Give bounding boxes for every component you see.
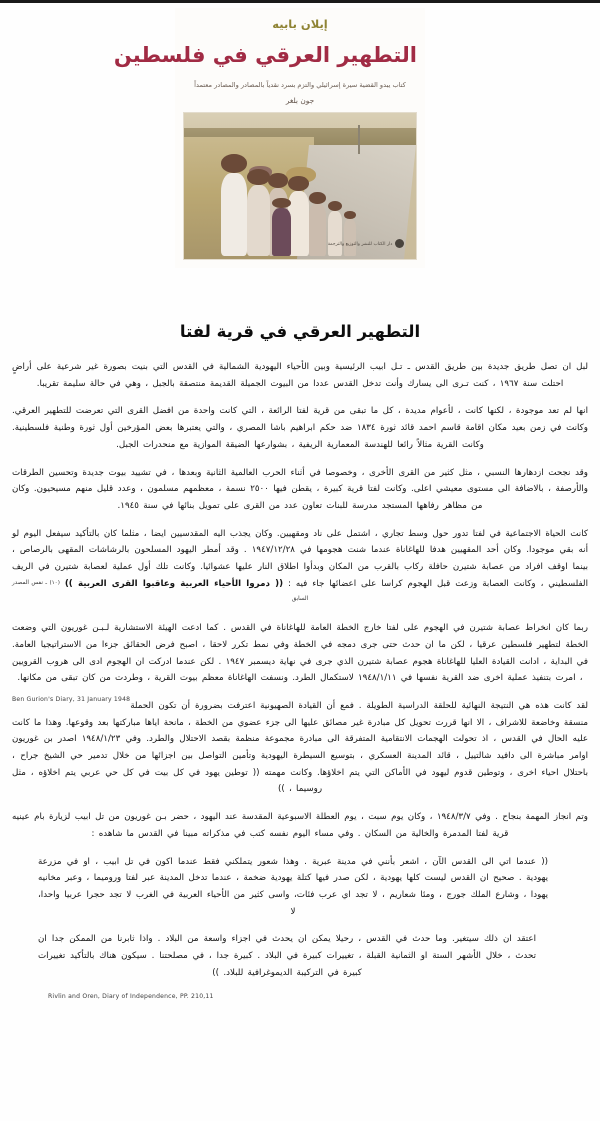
source-citation: Rivlin and Oren, Diary of Independence, PP. 210,11 — [48, 992, 214, 1000]
photo-refugee-figure — [247, 169, 270, 257]
photo-publisher-logo — [328, 239, 405, 249]
book-cover-figure — [0, 8, 600, 268]
footnote-annotation: (١٠) ـ نفس المصدر السابق — [12, 579, 309, 603]
book-cover — [113, 8, 425, 268]
publisher-mark-icon — [395, 239, 404, 248]
paragraph-text: لقد كانت هذه هي النتيجة النهائية للحلقة الدراسية الطويلة . فمع أن القيادة الصهيونية اعترفت بضرورة أن تكون الحملة منسقة وخاضعة للاشراف ، الا انها قررت تحويل كل مبادرة غير مصائق عليها الى جزء عضوي من الخطة ، مانحة اياها مباركتها بعد وقوعها. وهذا ما كانت عليه الحال في القدس ، اذ تحولت الهجمات الانتقامية المتفرقة الى مبادرة مجموعة منظمة بقصد الاحتلال والطرد. وفي ١٩٤٨/١/٢٣ اصدر بن غوريون اوامر مباشرة الى دافيد شالتييل ، قائد المدينة العسكري ، بتوسيع السيطرة اليهودية وتأمين التواصل بين اجزائها من خلال تدمير حي الشيخ جراح ، باحتلال احياء اخرى ، وتوطين قدوم ليهود في الأماكن التي يتم اخلاؤها. وكانت مهمته (( توطين يهود في كل بيت في كل حي عربي يتم اخلاؤه ، مثل روسيما ، )) — [12, 700, 589, 795]
book-cover-photograph — [183, 112, 417, 260]
publisher-logo-text: دار الكتاب للنشر والتوزيع والترجمة — [327, 242, 393, 248]
source-citation: Ben Gurion's Diary, 31 January 1948 — [12, 695, 131, 703]
paragraph: وقد نجحت ازدهارها النسبي ، مثل كثير من القرى الأخرى ، وخصوصا في أثناء الحرب العالمية الثانية وبعدها ، في تشييد بيوت جديدة وتحسين الطرقات والأرصفة ، بالاضافة الى مستوى معيشي اعلى. وكانت لفتا قرية كبيرة ، يقطن فيها ٢٥٠٠ نسمة ، معظمهم مسلمون ، وعدد قليل منهم مسيحيون. وكان من مظاهر رفاهها المستجد مدرسة للبنات تعاون عدد من القرى على تمويل بنائها في سنة ١٩٤٥. — [12, 467, 588, 511]
photo-refugee-figure — [309, 192, 325, 256]
paragraph: لبل ان تصل طريق جديدة بين طريق القدس ـ تـل ابيب الرئيسية وبين الأحياء اليهودية الشمالية في القدس التي بنيت بصورة غير شرعية على أراضٍ احتلت سنة ١٩٦٧ ، كنت تـرى الى يسارك وأنت تدخل القدس عددا من البيوت الجميلة القديمة منتصقة بالجبل ، وهي في حالة سليمة تقريبا. — [12, 362, 588, 389]
book-cover-author: إيلان بابيه — [272, 17, 328, 31]
block-quotation-continued: اعتقد ان ذلك سيتغير. وما حدث في القدس ، رحيلا يمكن ان يحدث في اجزاء واسعة من البلاد . واذا ثابرنا من الممكن جدا ان تحدث ، خلال الأشهر الستة او الثمانية القبلة ، تغييرات كبيرة في البلاد . كبيرة جدا ، في مصلحتنا . سيكون هناك بالتأكيد تغييرات كبيرة في التركيبة الديموغرافية للبلاد. )) — [38, 934, 536, 978]
page-top-rule — [0, 0, 600, 3]
paragraph: وتم انجاز المهمة بنجاح . وفي ١٩٤٨/٣/٧ ، وكان يوم سبت ، يوم العطلة الاسبوعية المقدسة عند اليهود ، حضر بـن غوريون من تل ابيب لزيارة بام عينيه قرية لفتا المدمرة والخالية من السكان . وفي مساء اليوم نفسه كتب في مذكراته مبينا في القدس ما شاهده : — [12, 812, 588, 839]
photo-refugee-figure — [221, 154, 247, 256]
paragraph: انها لم تعد موجودة ، لكنها كانت ، لأعوام مديدة ، كل ما تبقى من قرية لفتا الرائعة ، التي كانت واحدة من افضل القرى التي تعرضت للتطهير العرقي. وكانت في زمن بعيد مكان اقامة قاسم احمد قائد ثورة ١٨٣٤ ضد حكم ابراهيم باشا المصري ، والتي يعتبرها بعض المؤرخين أول ثورة وطنية فلسطينية. وكانت القرية مثالاً رائعا للهندسة المعمارية الريفية ، بشوارعها الضيقة الموازية مع منحدرات الجبل. — [12, 406, 588, 450]
paragraph — [12, 526, 588, 610]
inline-quotation: (( دمروا الأحياء العربية وعاقبوا القرى العربية )) — [64, 578, 284, 589]
photo-refugee-figure — [344, 211, 356, 256]
paragraph-text: كانت الحياة الاجتماعية في لفتا تدور حول وسط تجاري ، اشتمل على ناد ومقهيين. وكان يجذب اليه المقدسيين ايضا ، مثلما كان بالتأكيد سيفعل اليوم لو أنه بقي موجودا. وكان أحد المقهيين هدفا للهاغاناة عندما شنت هجومها في ١٩٤٧/١٢/٢٨ . وقد أمطر اليهود المسلحون بالرشاشات المقهى بالرصاص ، بينما اوقف افراد من عصابة شتيرن حافلة ركاب بالقرب من المكان وبدأوا اطلاق النار عليها عشوائيا. وكانت تلك أول عملية لعصابة شتيرن في الريف الفلسطيني ، وكانت العصابة وزعت قبل الهجوم كراسا على اعضائها جاء فيه : — [12, 528, 588, 589]
paragraph — [12, 695, 589, 798]
article-body — [12, 322, 588, 1001]
block-quotation: (( عندما اتي الى القدس الآن ، اشعر بأنني في مدينة عبرية . وهذا شعور يتملكني فقط عندما اكون في تل ابيب ، او في مزرعة يهودية . صحيح ان القدس ليست كلها يهودية ، لكن صدر فيها كتلة يهودية ضخمة ، عندما تدخل المدينة عبر لفتا وروميما ، وعبر مخانيه يهودا ، وشارع الملك جورج ، ومئا شعاريم ، لا تجد اي عرب فئات، واسى كثير من الأحياء العربية في الغرب لا تجد حجرا عربيا واحدا، لا — [38, 856, 548, 917]
book-cover-title: التطهير العرقي في فلسطين — [113, 42, 417, 67]
photo-utility-pole — [358, 125, 360, 154]
book-cover-subtitle: كتاب يبدو القضية سيرة إسرائيلي والتزم بسرد نقدياً بالمصادر والمصادر معتمداً — [194, 81, 406, 90]
photo-refugee-figure — [288, 176, 309, 256]
photo-child-figure — [272, 198, 291, 256]
paragraph: ربما كان انخراط عصابة شتيرن في الهجوم على لفتا خارج الخطة العامة للهاغاناة في القدس . كما ادعت الهيئة الاستشارية لـبـن غوريون التي وضعت الخطة لتطهير فلسطين عرقيا ، لكن ما ان حدث حتى جرى دمجه في الخطة وفي نمط تكرر لاحقا ، اصبح فرض الحقائق جزءا من الاستراتيجيا العامة. في البداية ، ادانت القيادة العليا للهاغاناة هجوم عصابة شتيرن الذي جرى في نهاية ديسمبر ١٩٤٧ . لكن عندما ادركت ان الهجوم ادى الى هروب القرويين ، امرت بتنفيذ عملية اخرى ضد القرية نفسها في ١٩٤٨/١/١١ لاستكمال الطرد. ونسفت الهاغاناة معظم بيوت القرية ، وطردت من كان تبقى من مكانها. — [12, 623, 588, 684]
page-title: التطهير العرقي في قرية لفتا — [179, 322, 421, 341]
book-cover-translator: جون بلغر — [285, 96, 315, 106]
